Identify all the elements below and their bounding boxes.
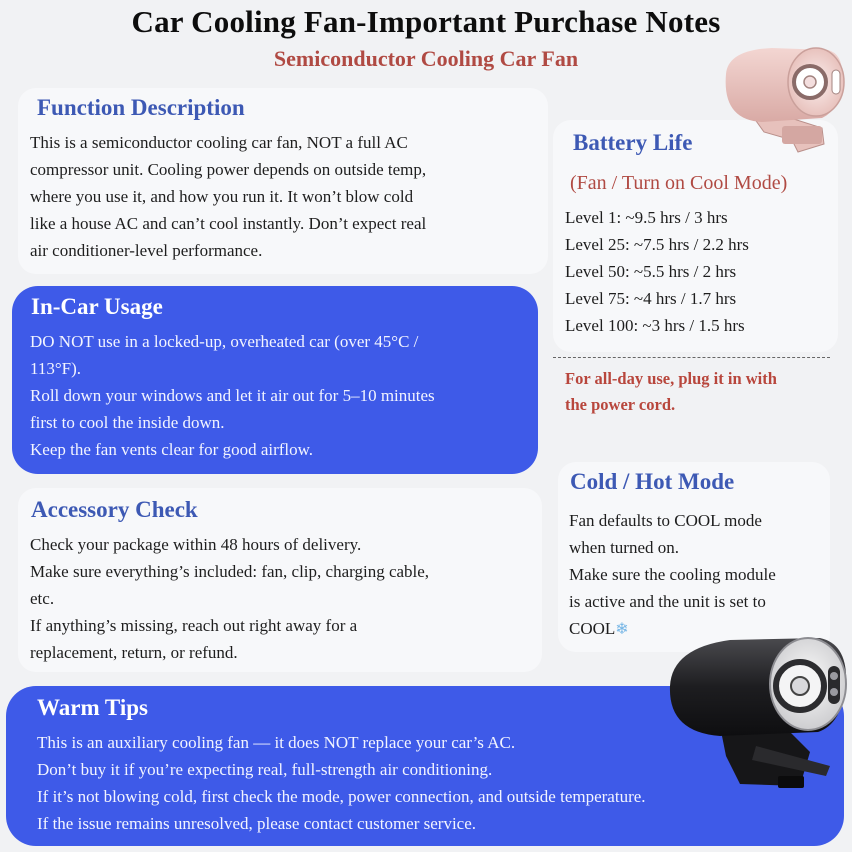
accessory-line: Make sure everything’s included: fan, clip, charging cable, <box>30 562 430 581</box>
warm-tip-line: If the issue remains unresolved, please contact customer service. <box>37 814 477 833</box>
battery-note-line: the power cord. <box>565 395 676 414</box>
mode-cool-label: COOL <box>569 619 616 638</box>
battery-level-row: Level 75: ~4 hrs / 1.7 hrs <box>565 289 737 308</box>
black-fan-image <box>660 626 852 796</box>
mode-line: is active and the unit is set to <box>569 592 766 611</box>
battery-note-line: For all-day use, plug it in with <box>565 369 777 388</box>
pink-fan-image <box>712 40 852 160</box>
accessory-line: Check your package within 48 hours of delivery. <box>30 535 362 554</box>
function-description-heading: Function Description <box>37 95 245 120</box>
page-subtitle: Semiconductor Cooling Car Fan <box>273 46 579 71</box>
warm-tip-line: Don’t buy it if you’re expecting real, full-strength air conditioning. <box>37 760 493 779</box>
snowflake-icon: ❄ <box>615 621 629 638</box>
battery-level-row: Level 50: ~5.5 hrs / 2 hrs <box>565 262 737 281</box>
function-description-text <box>30 129 426 264</box>
cold-hot-mode-text <box>569 507 776 643</box>
warm-tip-line: This is an auxiliary cooling fan — it does NOT replace your car’s AC. <box>37 733 516 752</box>
accessory-line: If anything’s missing, reach out right away for a <box>30 616 358 635</box>
warm-tip-line: If it’s not blowing cold, first check the mode, power connection, and outside temperature. <box>37 787 646 806</box>
page-title: Car Cooling Fan-Important Purchase Notes <box>131 4 721 39</box>
function-line: compressor unit. Cooling power depends on outside temp, <box>30 160 427 179</box>
in-car-line: first to cool the inside down. <box>30 413 225 432</box>
accessory-check-heading: Accessory Check <box>31 497 198 522</box>
function-line: like a house AC and can’t cool instantly. Don’t expect real <box>30 214 427 233</box>
battery-divider <box>553 357 830 358</box>
cold-hot-mode-heading: Cold / Hot Mode <box>570 469 735 494</box>
in-car-line: DO NOT use in a locked-up, overheated car (over 45°C / <box>30 332 419 351</box>
function-line: where you use it, and how you run it. It won’t blow cold <box>30 187 414 206</box>
mode-line: Fan defaults to COOL mode <box>569 511 762 530</box>
battery-life-subheading: (Fan / Turn on Cool Mode) <box>570 172 788 194</box>
function-line: air conditioner-level performance. <box>30 241 263 260</box>
battery-level-row: Level 25: ~7.5 hrs / 2.2 hrs <box>565 235 749 254</box>
in-car-line: 113°F). <box>30 359 82 378</box>
battery-level-row: Level 100: ~3 hrs / 1.5 hrs <box>565 316 745 335</box>
accessory-line: etc. <box>30 589 55 608</box>
in-car-line: Roll down your windows and let it air out for 5–10 minutes <box>30 386 435 405</box>
battery-levels-list <box>565 204 749 339</box>
mode-line: when turned on. <box>569 538 680 557</box>
accessory-line: replacement, return, or refund. <box>30 643 238 662</box>
battery-plug-note <box>565 366 777 418</box>
warm-tips-heading: Warm Tips <box>37 695 148 720</box>
in-car-usage-heading: In-Car Usage <box>31 294 163 319</box>
accessory-check-text <box>30 531 429 666</box>
warm-tips-text <box>37 729 646 837</box>
mode-line: Make sure the cooling module <box>569 565 776 584</box>
battery-level-row: Level 1: ~9.5 hrs / 3 hrs <box>565 208 728 227</box>
in-car-line: Keep the fan vents clear for good airflow. <box>30 440 314 459</box>
function-line: This is a semiconductor cooling car fan, NOT a full AC <box>30 133 408 152</box>
battery-life-heading: Battery Life <box>573 130 693 155</box>
in-car-usage-text <box>30 328 435 463</box>
